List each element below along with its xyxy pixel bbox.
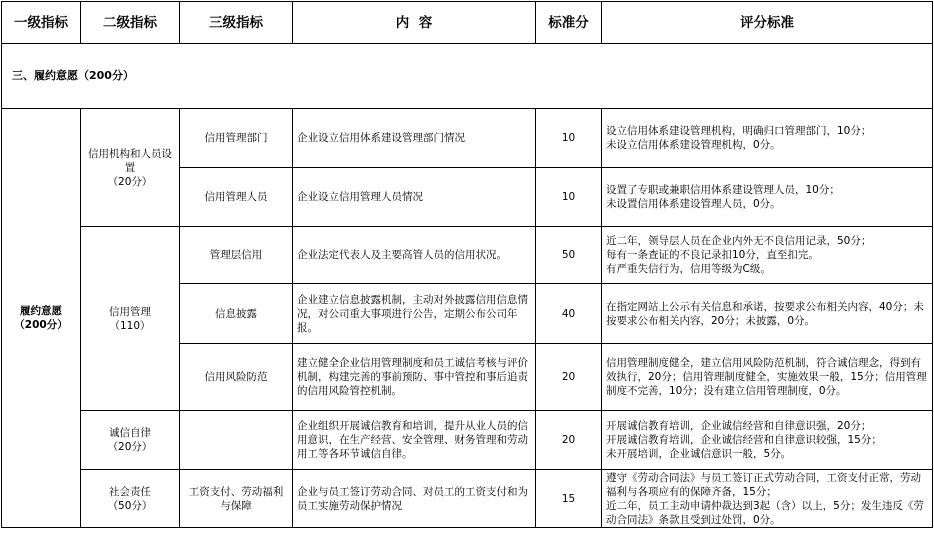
score-cell: 10	[536, 168, 602, 227]
score-cell: 15	[536, 470, 602, 528]
criteria-line: 近二年，员工主动申请仲裁达到3起（含）以上，5分；发生违反《劳动合同法》条款且受到过处罚，0分。	[606, 499, 924, 526]
level2-cell	[81, 227, 180, 411]
header-level1: 一级指标	[2, 2, 81, 44]
criteria-line: 近二年，领导层人员在企业内外无不良信用记录，50分；	[606, 235, 872, 247]
level2-score: （20分）	[107, 175, 153, 188]
level1-cell	[2, 109, 81, 528]
criteria-cell: 信用管理制度健全，建立信用风险防范机制，符合诚信理念，得到有效执行，20分；信用管理制度健全，实施效果一般，15分；信用管理制度不完善，10分；没有建立信用管理制度，0分。	[602, 344, 933, 411]
level2-name: 信用管理	[109, 305, 151, 318]
criteria-cell	[602, 470, 933, 528]
criteria-line: 未设立信用体系建设管理机构，0分。	[606, 139, 781, 151]
score-cell: 10	[536, 109, 602, 168]
header-criteria: 评分标准	[602, 2, 933, 44]
level1-score: （200分）	[14, 319, 68, 331]
criteria-line: 设置了专职或兼职信用体系建设管理人员，10分；	[606, 184, 840, 196]
content-cell: 企业与员工签订劳动合同、对员工的工资支付和为员工实施劳动保护情况	[293, 470, 536, 528]
table-row	[2, 411, 933, 470]
content-cell: 企业设立信用管理人员情况	[293, 168, 536, 227]
content-cell: 企业组织开展诚信教育和培训，提升从业人员的信用意识，在生产经营、安全管理、财务管理和劳动用工等各环节诚信自律。	[293, 411, 536, 470]
level3-cell: 管理层信用	[180, 227, 293, 284]
score-cell: 20	[536, 344, 602, 411]
level1-name: 履约意愿	[20, 305, 62, 317]
criteria-line: 开展诚信教育培训，企业诚信经营和自律意识强，20分；	[606, 420, 872, 432]
criteria-line: 未开展培训，企业诚信意识一般，5分。	[606, 448, 792, 460]
level3-cell: 信用风险防范	[180, 344, 293, 411]
level2-name: 社会责任	[109, 485, 151, 498]
level2-name: 信用机构和人员设置	[88, 147, 172, 174]
score-cell: 20	[536, 411, 602, 470]
level3-cell	[180, 411, 293, 470]
level3-cell: 信息披露	[180, 284, 293, 344]
criteria-cell	[602, 227, 933, 284]
level2-score: （50分）	[107, 499, 153, 512]
score-cell: 50	[536, 227, 602, 284]
criteria-line: 未设置信用体系建设管理人员，0分。	[606, 198, 781, 210]
level2-name: 诚信自律	[109, 427, 151, 439]
content-cell: 企业法定代表人及主要高管人员的信用状况。	[293, 227, 536, 284]
criteria-line: 遵守《劳动合同法》与员工签订正式劳动合同，工资支付正常，劳动福利与各项应有的保障齐备，15分；	[606, 471, 921, 498]
header-level3: 三级指标	[180, 2, 293, 44]
evaluation-table	[1, 1, 933, 528]
criteria-line: 设立信用体系建设管理机构，明确归口管理部门，10分；	[606, 125, 872, 137]
level2-score: （20分）	[107, 441, 153, 453]
header-content: 内 容	[293, 2, 536, 44]
level2-cell	[81, 109, 180, 227]
table-row	[2, 109, 933, 168]
level2-cell	[81, 411, 180, 470]
level3-cell: 工资支付、劳动福利与保障	[180, 470, 293, 528]
content-cell: 建立健全企业信用管理制度和员工诚信考核与评价机制，构建完善的事前预防、事中管控和事后追责的信用风险管控机制。	[293, 344, 536, 411]
section-title: 三、履约意愿（200分）	[2, 44, 933, 109]
criteria-line: 每有一条查证的不良记录扣10分，直至扣完。	[606, 249, 819, 261]
header-level2: 二级指标	[81, 2, 180, 44]
criteria-cell	[602, 109, 933, 168]
level3-cell: 信用管理人员	[180, 168, 293, 227]
criteria-cell: 在指定网站上公示有关信息和承诺，按要求公布相关内容，40分；未按要求公布相关内容，20分；未披露，0分。	[602, 284, 933, 344]
content-cell: 企业建立信息披露机制，主动对外披露信用信息情况，对公司重大事项进行公告，定期公布公司年报。	[293, 284, 536, 344]
score-cell: 40	[536, 284, 602, 344]
criteria-line: 有严重失信行为，信用等级为C级。	[606, 263, 771, 275]
table-row	[2, 470, 933, 528]
criteria-cell	[602, 168, 933, 227]
criteria-cell	[602, 411, 933, 470]
criteria-line: 开展诚信教育培训，企业诚信经营和自律意识较强，15分；	[606, 434, 882, 446]
content-cell: 企业设立信用体系建设管理部门情况	[293, 109, 536, 168]
section-row	[2, 44, 933, 109]
header-score: 标准分	[536, 2, 602, 44]
level2-cell	[81, 470, 180, 528]
table-row	[2, 227, 933, 284]
header-row	[2, 2, 933, 44]
level2-score: （110）	[109, 319, 151, 332]
level3-cell: 信用管理部门	[180, 109, 293, 168]
